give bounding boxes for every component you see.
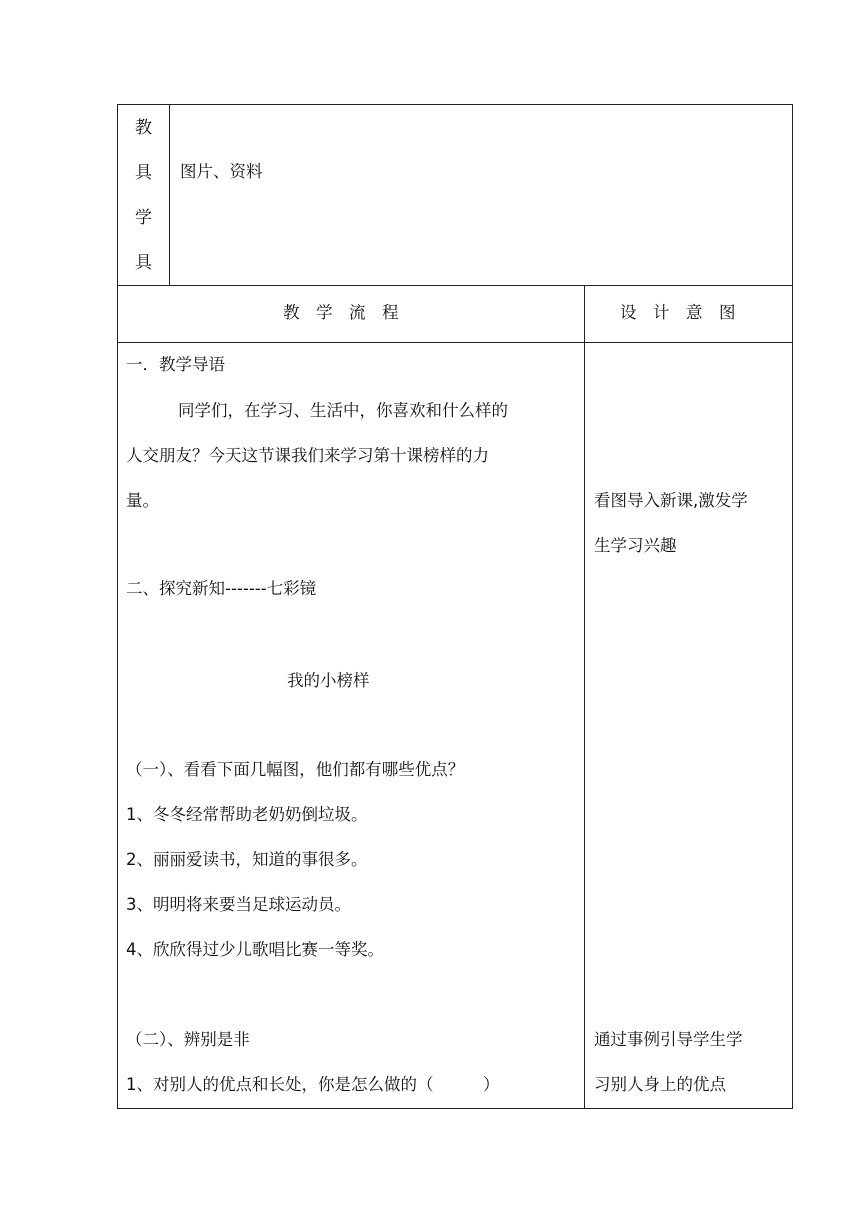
list-item-3: 3、明明将来要当足球运动员。	[126, 895, 351, 914]
intro-paragraph-line-3: 量。	[126, 491, 159, 510]
teaching-tools-label-char-1: 教	[135, 118, 152, 138]
list-item-2: 2、丽丽爱读书，知道的事很多。	[126, 850, 368, 869]
label-column-divider	[169, 104, 170, 285]
part-two-heading: （二）、辨别是非	[126, 1030, 250, 1049]
section-intro-heading: 一．教学导语	[126, 355, 225, 374]
design-intent-2-line-1: 通过事例引导学生学	[594, 1030, 743, 1049]
teaching-tools-label-char-3: 学	[135, 208, 152, 228]
intro-paragraph-line-1: 同学们，在学习、生活中，你喜欢和什么样的	[178, 401, 508, 420]
part-one-question: （一）、看看下面几幅图，他们都有哪些优点？	[126, 760, 465, 779]
design-intent-2-line-2: 习别人身上的优点	[594, 1075, 726, 1094]
design-intent-1-line-1: 看图导入新课,激发学	[594, 491, 748, 510]
intro-paragraph-line-2: 人交朋友？今天这节课我们来学习第十课榜样的力	[126, 446, 489, 465]
row-divider-1	[117, 285, 793, 286]
header-design-intent: 设 计 意 图	[620, 303, 736, 322]
list-item-4: 4、欣欣得过少儿歌唱比赛一等奖。	[126, 940, 384, 959]
teaching-tools-label-char-2: 具	[135, 163, 152, 183]
teaching-tools-label-char-4: 具	[135, 253, 152, 273]
part-two-question-1: 1、对别人的优点和长处，你是怎么做的（ ）	[126, 1075, 500, 1094]
design-intent-1-line-2: 生学习兴趣	[594, 536, 677, 555]
list-item-1: 1、冬冬经常帮助老奶奶倒垃圾。	[126, 805, 368, 824]
header-row-divider	[117, 342, 793, 343]
main-column-divider	[584, 285, 585, 1109]
teaching-tools-content: 图片、资料	[180, 162, 263, 181]
subtitle-my-role-model: 我的小榜样	[287, 671, 370, 690]
header-teaching-process: 教 学 流 程	[283, 303, 399, 322]
section-explore-heading: 二、探究新知-------七彩镜	[126, 579, 317, 598]
